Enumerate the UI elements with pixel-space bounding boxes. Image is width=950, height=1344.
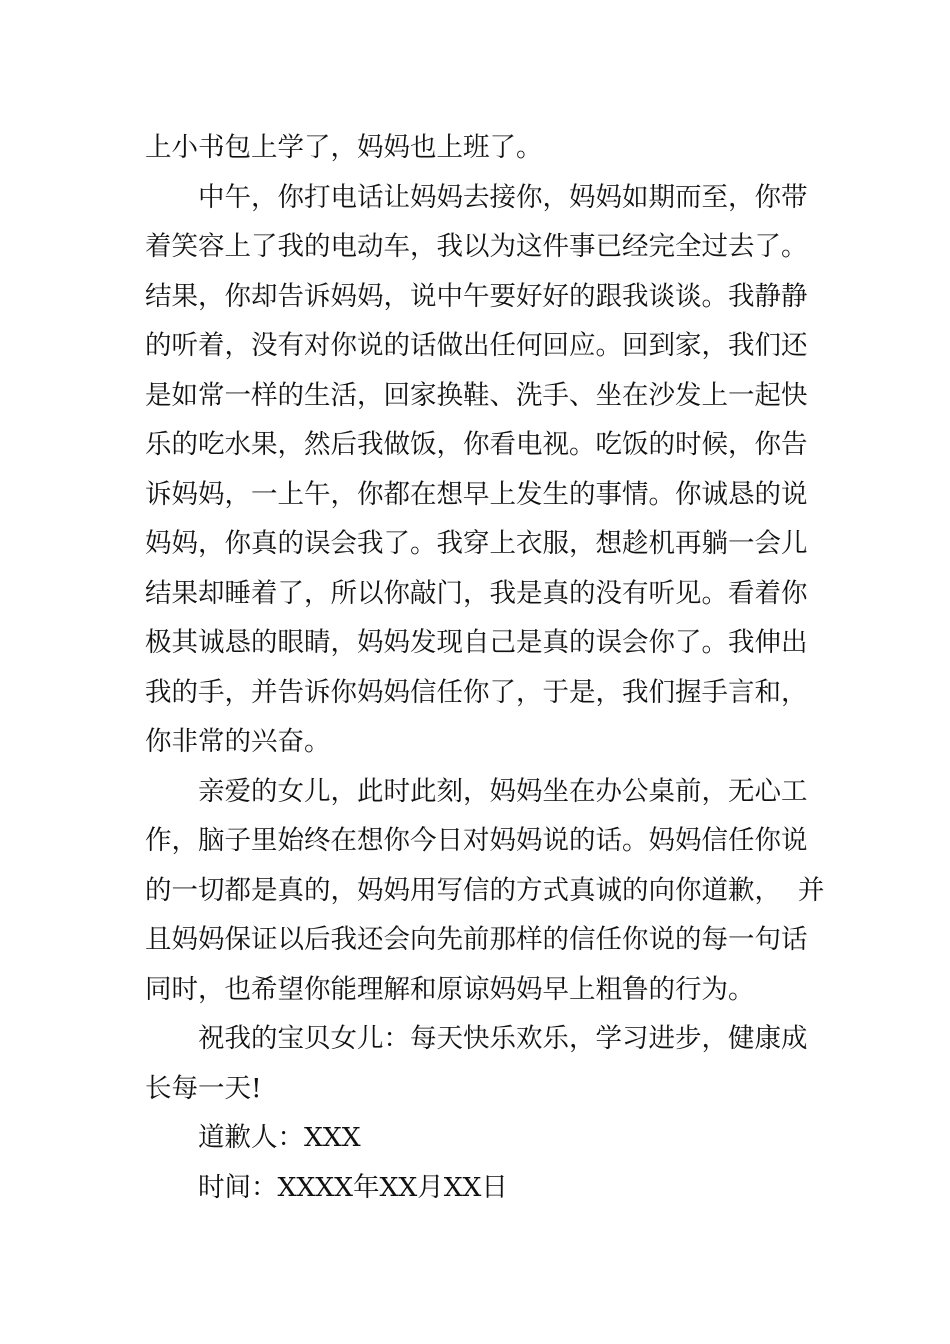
text-line: 结果却睡着了，所以你敲门，我是真的没有听见。看着你 bbox=[145, 577, 808, 609]
text-line: 作，脑子里始终在想你今日对妈妈说的话。妈妈信任你说 bbox=[145, 825, 808, 856]
paragraph-start-line: 亲爱的女儿，此时此刻，妈妈坐在办公桌前，无心工 bbox=[198, 775, 808, 807]
text-line: 且妈妈保证以后我还会向先前那样的信任你说的每一句话 bbox=[145, 924, 808, 955]
text-line: 我的手，并告诉你妈妈信任你了，于是，我们握手言和， bbox=[145, 676, 808, 708]
text-line: 着笑容上了我的电动车，我以为这件事已经完全过去了。 bbox=[145, 231, 808, 262]
text-line: 同时，也希望你能理解和原谅妈妈早上粗鲁的行为。 bbox=[145, 973, 755, 1005]
text-line: 结果，你却告诉妈妈，说中午要好好的跟我谈谈。我静静 bbox=[145, 280, 808, 312]
text-line: 诉妈妈，一上午，你都在想早上发生的事情。你诚恳的说 bbox=[145, 478, 808, 510]
text-line: 乐的吃水果，然后我做饭，你看电视。吃饭的时候，你告 bbox=[145, 429, 808, 460]
text-line: 长每一天! bbox=[145, 1072, 262, 1104]
signature-line: 道歉人：XXX bbox=[198, 1122, 361, 1153]
paragraph-start-line: 中午，你打电话让妈妈去接你，妈妈如期而至，你带 bbox=[198, 181, 808, 213]
date-line: 时间：XXXX年XX月XX日 bbox=[198, 1171, 508, 1203]
text-line: 的听着，没有对你说的话做出任何回应。回到家，我们还 bbox=[145, 330, 808, 361]
text-line: 极其诚恳的眼睛，妈妈发现自己是真的误会你了。我伸出 bbox=[145, 627, 808, 658]
text-line: 妈妈，你真的误会我了。我穿上衣服，想趁机再躺一会儿 bbox=[145, 528, 808, 559]
letter-body bbox=[145, 123, 825, 1212]
text-line: 上小书包上学了，妈妈也上班了。 bbox=[145, 132, 543, 163]
paragraph-start-line: 祝我的宝贝女儿：每天快乐欢乐，学习进步，健康成 bbox=[198, 1023, 808, 1054]
text-line: 的一切都是真的，妈妈用写信的方式真诚的向你道歉， 并 bbox=[145, 874, 825, 906]
text-line: 你非常的兴奋。 bbox=[145, 726, 331, 757]
text-line: 是如常一样的生活，回家换鞋、洗手、坐在沙发上一起快 bbox=[145, 379, 808, 411]
